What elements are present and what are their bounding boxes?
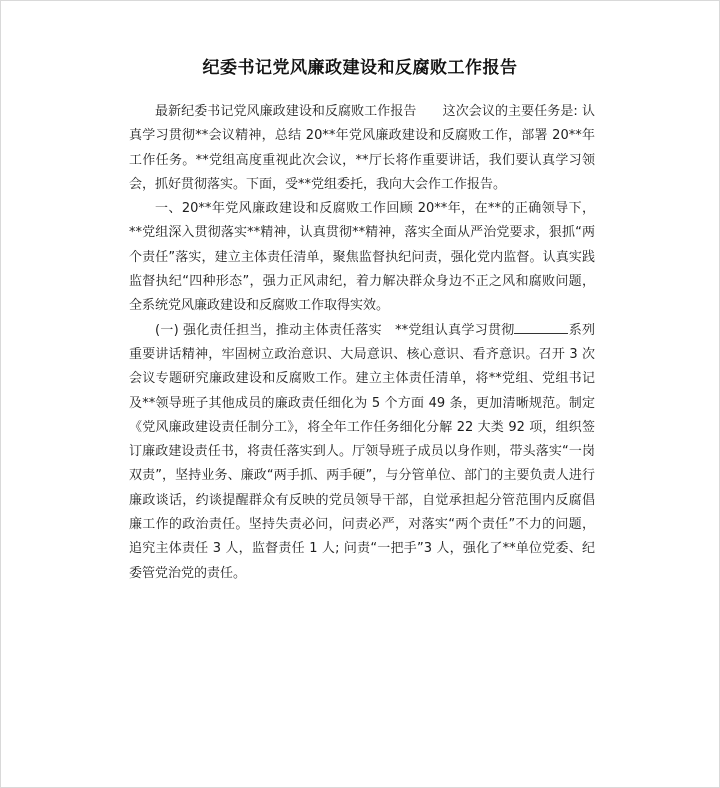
document-title: 纪委书记党风廉政建设和反腐败工作报告 [202,58,518,78]
paragraph-intro: 最新纪委书记党风廉政建设和反腐败工作报告 这次会议的主要任务是: 认真学习贯彻**会议精神，总结 20**年党风廉政建设和反腐败工作，部署 20**年工作任务。**党组高度重视此次会议，**厅长将作重要讲话，我们要认真学习领会，抓好贯彻落实。下面，受**党组委托，我向大会作工作报告。 [129,104,595,192]
document-body [129,100,595,586]
paragraph-responsibility-part1: (一) 强化责任担当，推动主体责任落实 **党组认真学习贯彻 [155,322,515,338]
paragraph-responsibility-part2: 系列重要讲话精神，牢固树立政治意识、大局意识、核心意识、看齐意识。召开 3 次会议专题研究廉政建设和反腐败工作。建立主体责任清单，将**党组、党组书记及**领导班子其他成员的廉政责任细化为 5 个方面 49 条，更加清晰规范。制定《党风廉政建设责任制分工》，将全年工作任务细化分解 22 大类 92 项，组织签订廉政建设责任书，将责任落实到人。厅领导班子成员以身作则，带头落实“一岗双责”，坚持业务、廉政“两手抓、两手硬”，与分管单位、部门的主要负责人进行廉政谈话，约谈提醒群众有反映的党员领导干部，自觉承担起分管范围内反腐倡廉工作的政治责任。坚持失责必问，问责必严，对落实“两个责任”不力的问题，追究主体责任 3 人，监督责任 1 人; 问责“一把手”3 人，强化了**单位党委、纪委管党治党的责任。 [129,322,595,581]
fill-in-blank [514,320,568,334]
paragraph-review: 一、20**年党风廉政建设和反腐败工作回顾 20**年，在**的正确领导下，**党组深入贯彻落实**精神，认真贯彻**精神，落实全面从严治党要求，狠抓“两个责任”落实，建立主体责任清单，聚焦监督执纪问责，强化党内监督。认真实践监督执纪“四种形态”，强力正风肃纪，着力解决群众身边不正之风和腐败问题，全系统党风廉政建设和反腐败工作取得实效。 [129,201,595,314]
paragraph-responsibility [129,319,595,586]
